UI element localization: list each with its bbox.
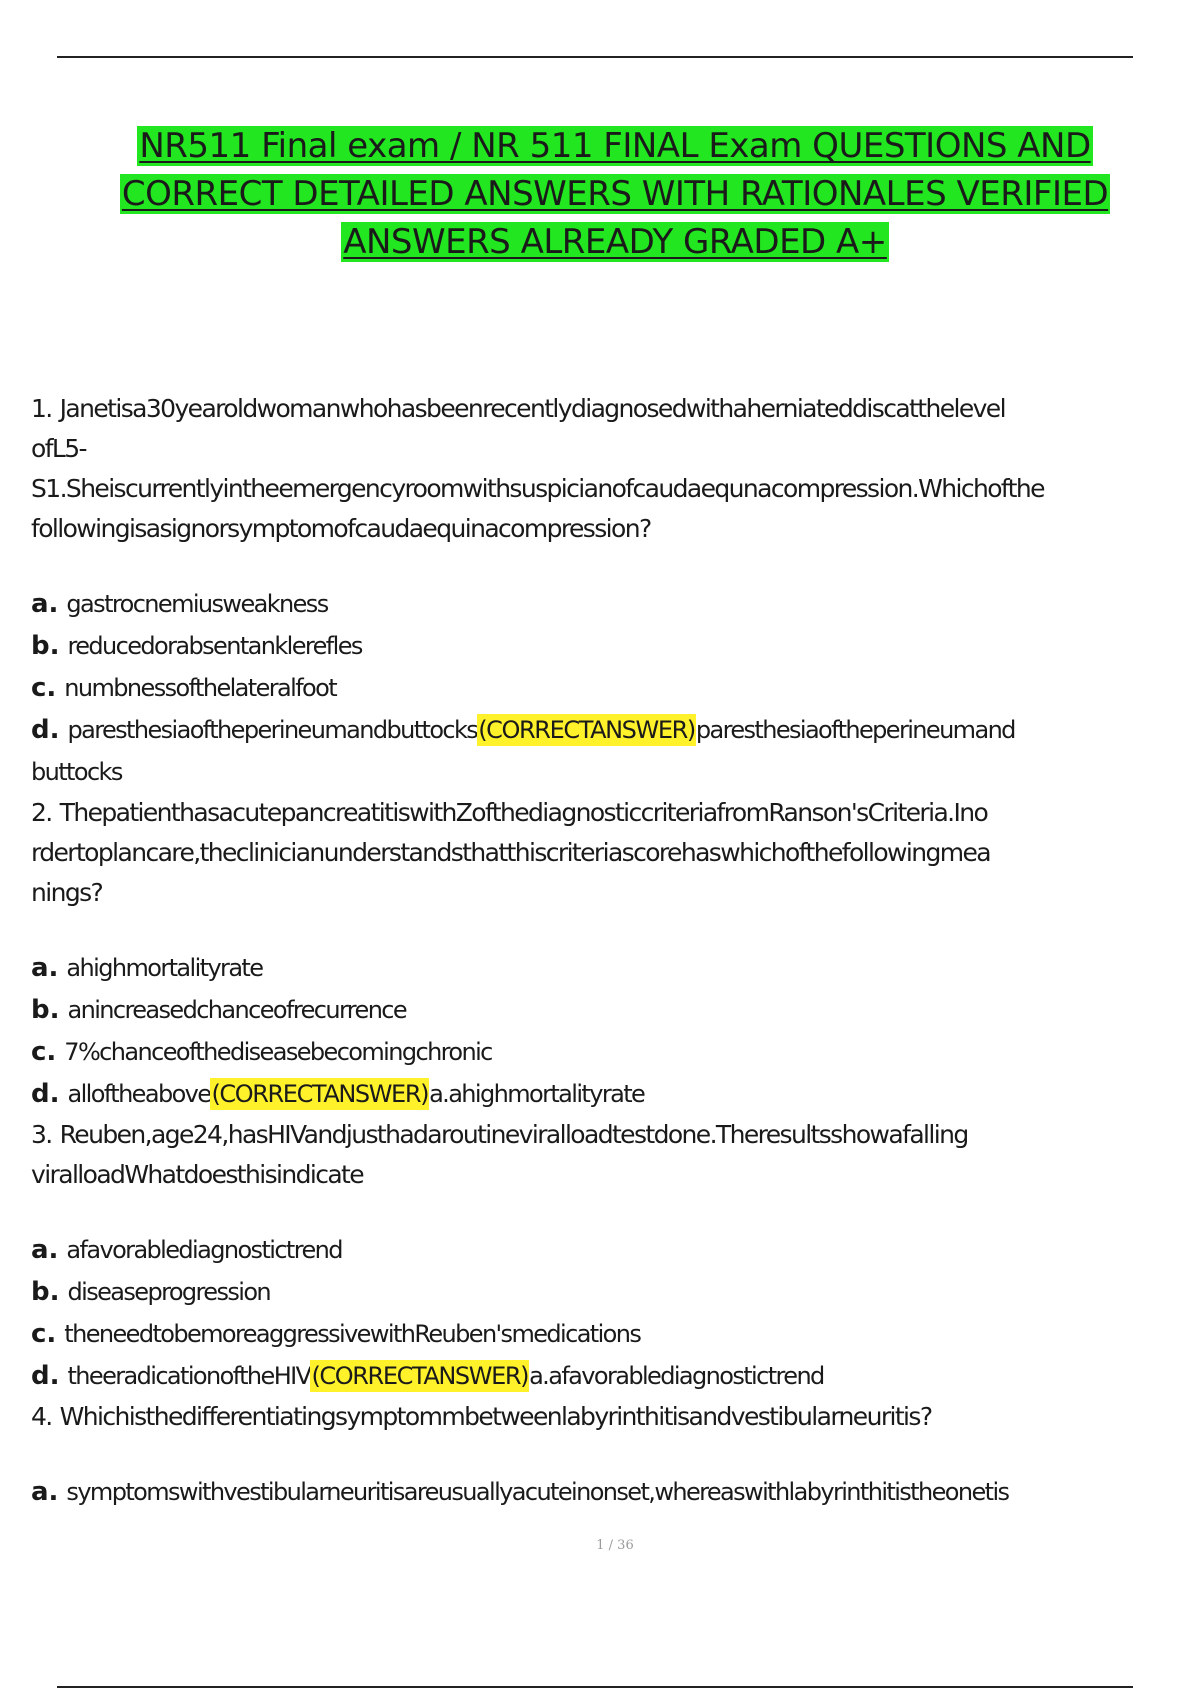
question-text: Whichisthedifferentiatingsymptommbetweenlabyrinthitisandvestibularneuritis? [59, 1402, 932, 1431]
question-text: Janetisa30yearoldwomanwhohasbeenrecentlydiagnosedwithaherniateddiscatthelevel [59, 394, 1005, 423]
question-text-line: nings? [31, 878, 103, 907]
question-text-line: followingisasignorsymptomofcaudaequinacompression? [31, 514, 651, 543]
correct-answer-marker: (CORRECTANSWER) [478, 716, 695, 744]
question-3: 3. Reuben,age24,hasHIVandjusthadaroutineviralloadtestdone.Theresultsshowafalling [31, 1120, 968, 1149]
question-text-line: ofL5- [31, 434, 86, 463]
question-2: 2. ThepatienthasacutepancreatitiswithZofthediagnosticcriteriafromRanson'sCriteria.Ino [31, 798, 988, 827]
option-c: c. 7%chanceofthediseasebecomingchronic [31, 1037, 492, 1067]
option-a: a. gastrocnemiusweakness [31, 589, 328, 619]
question-1: 1. Janetisa30yearoldwomanwhohasbeenrecentlydiagnosedwithaherniateddiscatthelevel [31, 394, 1005, 423]
option-b: b. anincreasedchanceofrecurrence [31, 995, 407, 1025]
page-number: 1 / 36 [596, 1538, 634, 1553]
correct-answer-marker: (CORRECTANSWER) [311, 1362, 529, 1390]
option-a: a. symptomswithvestibularneuritisareusuallyacuteinonset,whereaswithlabyrinthitistheonetis [31, 1477, 1009, 1507]
question-text-line: rdertoplancare,theclinicianunderstandsthatthiscriteriascorehaswhichofthefollowingmea [31, 838, 990, 867]
question-text: ThepatienthasacutepancreatitiswithZofthediagnosticcriteriafromRanson'sCriteria.Ino [59, 798, 988, 827]
option-d: d. paresthesiaoftheperineumandbuttocks(CORRECTANSWER)paresthesiaoftheperineumand [31, 715, 1015, 745]
answer-text-continued: buttocks [31, 758, 122, 786]
document-title [60, 122, 1170, 266]
question-text-line: viralloadWhatdoesthisindicate [31, 1160, 364, 1189]
answer-text: a.ahighmortalityrate [429, 1080, 645, 1108]
bottom-rule [57, 1686, 1133, 1688]
option-d: d. theeradicationoftheHIV(CORRECTANSWER)a.afavorablediagnostictrend [31, 1361, 824, 1391]
correct-answer-marker: (CORRECTANSWER) [211, 1080, 429, 1108]
option-a: a. afavorablediagnostictrend [31, 1235, 342, 1265]
option-c: c. numbnessofthelateralfoot [31, 673, 337, 703]
questions-content [31, 389, 1191, 1513]
option-a: a. ahighmortalityrate [31, 953, 263, 983]
title-line-1: NR511 Final exam / NR 511 FINAL Exam QUESTIONS AND [139, 126, 1091, 166]
title-line-2: CORRECT DETAILED ANSWERS WITH RATIONALES VERIFIED [121, 174, 1109, 214]
title-line-3: ANSWERS ALREADY GRADED A+ [343, 222, 887, 262]
answer-text: a.afavorablediagnostictrend [529, 1362, 824, 1390]
question-text-line: S1.Sheiscurrentlyintheemergencyroomwithsuspicianofcaudaequnacompression.Whichofthe [31, 474, 1044, 503]
question-text: Reuben,age24,hasHIVandjusthadaroutineviralloadtestdone.Theresultsshowafalling [59, 1120, 968, 1149]
option-c: c. theneedtobemoreaggressivewithReuben'smedications [31, 1319, 641, 1349]
option-b: b. diseaseprogression [31, 1277, 271, 1307]
answer-text: paresthesiaoftheperineumand [695, 716, 1015, 744]
option-b: b. reducedorabsentanklerefles [31, 631, 362, 661]
option-d: d. alloftheabove(CORRECTANSWER)a.ahighmortalityrate [31, 1079, 645, 1109]
top-rule [57, 56, 1133, 58]
question-4: 4. Whichisthedifferentiatingsymptommbetweenlabyrinthitisandvestibularneuritis? [31, 1402, 932, 1431]
